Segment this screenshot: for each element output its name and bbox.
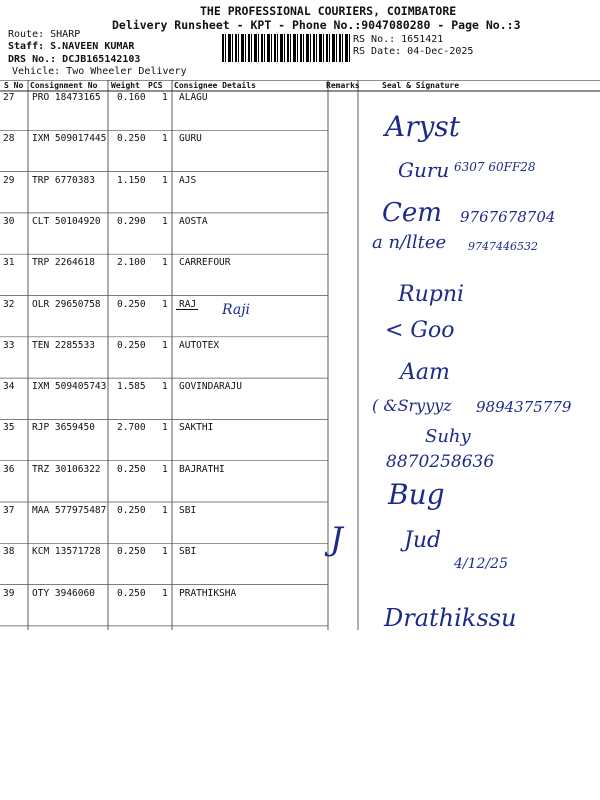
row-consignee: CARREFOUR [179,257,231,269]
signature-29: Cem [382,198,442,228]
signature-35: Suhy [425,426,471,447]
row-sno: 29 [3,174,15,186]
col-weight: Weight [111,81,140,90]
row-consignee: SAKTHI [179,422,214,434]
row-consignee: GURU [179,133,202,145]
col-seal: Seal & Signature [382,81,460,90]
raj-correction: Raji [222,302,251,318]
signature-34: ( &Sryyyz [372,396,452,415]
row-weight: 2.700 [117,422,146,434]
row-pcs: 1 [162,505,168,516]
route-label: Route: SHARP [8,29,81,40]
col-remarks: Remarks [326,81,360,90]
row-consignment-no: CLT 50104920 [32,215,101,227]
signature-27: Aryst [385,110,461,143]
row-weight: 0.290 [117,215,146,227]
row-weight: 0.250 [117,546,146,558]
row-pcs: 1 [162,546,168,558]
signature-33: Aam [400,360,450,385]
row-consignee: AOSTA [179,215,208,227]
row-consignee: PRATHIKSHA [179,587,237,599]
row-sno: 28 [3,133,15,145]
row-consignment-no: IXM 509405743 [32,381,107,393]
row-pcs: 1 [162,92,168,103]
row-sno: 27 [3,92,15,103]
row-consignment-no: OTY 3946060 [32,587,95,599]
row-pcs: 1 [162,174,168,186]
row-pcs: 1 [162,381,168,393]
row-weight: 0.250 [117,133,146,145]
row-weight: 0.250 [117,339,146,351]
row-consignee: ALAGU [179,92,208,103]
date-38: 4/12/25 [454,556,508,572]
row-sno: 39 [3,587,15,599]
company-title: THE PROFESSIONAL COURIERS, COIMBATORE [200,4,457,18]
row-pcs: 1 [162,215,168,227]
row-weight: 0.250 [117,505,146,516]
row-sno: 30 [3,215,15,227]
row-sno: 37 [3,505,15,516]
barcode-image [222,34,350,62]
row-pcs: 1 [162,339,168,351]
row-weight: 0.160 [117,92,146,103]
row-sno: 32 [3,298,15,310]
row-consignee: GOVINDARAJU [179,381,242,393]
staff-label: Staff: S.NAVEEN KUMAR [8,41,135,52]
row-sno: 34 [3,381,15,393]
row-consignment-no: PRO 18473165 [32,92,101,103]
drs-label: DRS No.: DCJB165142103 [8,54,141,65]
signature-38: Jud [404,528,442,553]
signature-30: a n/lltee [372,232,447,253]
phone-30: 9767678704 [460,208,556,226]
row-consignee: AJS [179,174,197,186]
row-weight: 2.100 [117,257,146,269]
row-consignee: SBI [179,505,197,516]
row-consignment-no: KCM 13571728 [32,546,101,558]
row-consignee: RAJ [179,298,197,310]
phone-30b: 9747446532 [468,240,538,253]
row-pcs: 1 [162,257,168,269]
phone-28: 6307 60FF28 [454,160,536,174]
row-sno: 31 [3,257,15,269]
row-consignment-no: TEN 2285533 [32,339,95,351]
phone-35: 8870258636 [386,452,495,472]
row-consignment-no: IXM 509017445 [32,133,107,145]
row-sno: 36 [3,463,15,475]
raj-strike [176,309,198,310]
row-sno: 35 [3,422,15,434]
row-consignment-no: TRP 2264618 [32,257,95,269]
signature-39: Drathikssu [384,604,517,632]
col-consignment: Consignment No [30,81,98,90]
row-sno: 33 [3,339,15,351]
signature-31: Rupni [398,282,465,307]
row-consignment-no: TRP 6770383 [32,174,95,186]
col-pcs: PCS [148,81,163,90]
signature-36: Bug [388,478,445,511]
rs-number: RS No.: 1651421 [353,34,444,45]
col-consignee: Consignee Details [174,81,256,90]
row-pcs: 1 [162,587,168,599]
row-pcs: 1 [162,463,168,475]
row-weight: 0.250 [117,298,146,310]
vehicle-label: Vehicle: Two Wheeler Delivery [12,66,187,77]
row-consignment-no: OLR 29650758 [32,298,101,310]
row-consignee: BAJRATHI [179,463,225,475]
row-consignment-no: MAA 577975487 [32,505,107,516]
row-pcs: 1 [162,298,168,310]
row-consignee: AUTOTEX [179,339,220,351]
row-pcs: 1 [162,422,168,434]
row-weight: 0.250 [117,463,146,475]
runsheet-subtitle: Delivery Runsheet - KPT - Phone No.:9047080280 - Page No.:3 [112,18,521,32]
rs-date: RS Date: 04-Dec-2025 [353,46,474,57]
row-weight: 1.585 [117,381,146,393]
signature-32: < Goo [385,318,455,343]
row-consignment-no: TRZ 30106322 [32,463,101,475]
row-consignee: SBI [179,546,197,558]
row-sno: 38 [3,546,15,558]
phone-34: 9894375779 [476,398,572,416]
row-weight: 0.250 [117,587,146,599]
row-weight: 1.150 [117,174,146,186]
remark-37-38: J [330,520,343,558]
col-sno: S No [4,81,24,90]
row-consignment-no: RJP 3659450 [32,422,95,434]
signature-28: Guru [398,158,450,182]
row-pcs: 1 [162,133,168,145]
